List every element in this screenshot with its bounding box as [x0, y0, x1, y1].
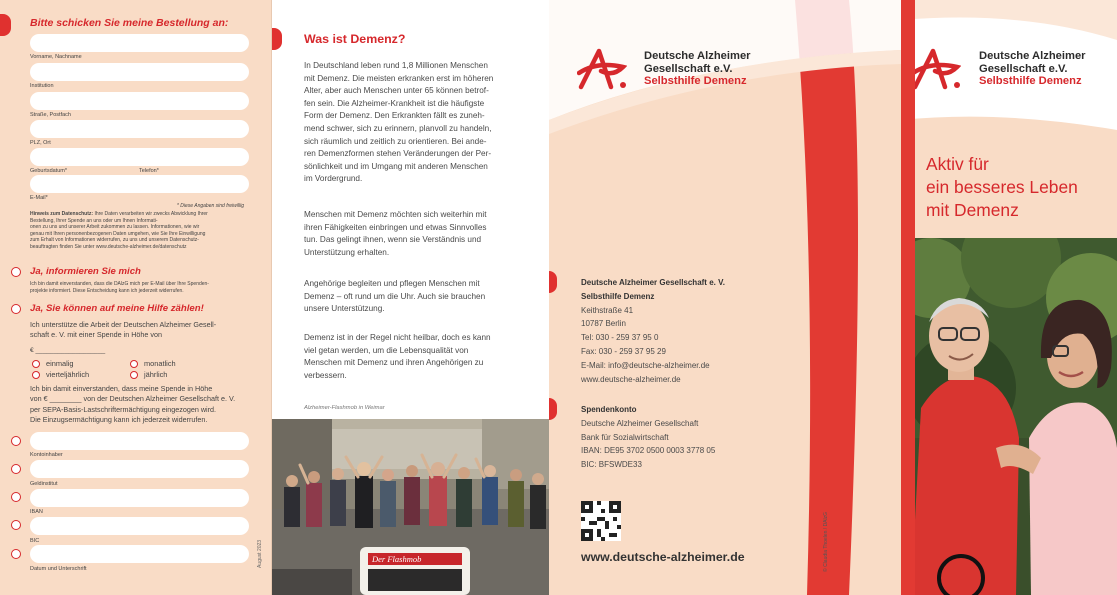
support-text: [30, 320, 255, 341]
account-line: Bank für Sozialwirtschaft: [581, 432, 669, 442]
text-line: sönlichkeit und im Umgang mit anderen Menschen: [304, 161, 488, 171]
account-title: Spendenkonto: [581, 405, 637, 414]
text-line: unsere Unterstützung.: [304, 304, 385, 314]
privacy-title: Hinweis zum Datenschutz:: [30, 211, 94, 217]
logo-line-1: Deutsche Alzheimer: [644, 50, 751, 62]
dementia-paragraph: [304, 278, 519, 316]
signature-field[interactable]: [30, 545, 249, 563]
text-line: tun. Das gelingt ihnen, wenn sie Verständnis und: [304, 235, 482, 245]
email-field[interactable]: [30, 175, 249, 193]
text-line: ihren Fähigkeiten einbringen und etwas Sinnvolles: [304, 222, 487, 232]
logo-wordmark: [644, 50, 751, 88]
option-yearly-radio[interactable]: [130, 371, 138, 379]
org-name: Deutsche Alzheimer Gesellschaft e. V.: [581, 278, 725, 287]
headline-line: ein besseres Leben: [926, 177, 1078, 197]
qr-code-icon[interactable]: [581, 501, 621, 541]
photo-credit: © Claudia Thoelen / DAlzG: [823, 511, 829, 572]
privacy-line: onen zu uns und unserer Arbeit zukommen zu lassen. Informationen, wie wir: [30, 224, 200, 231]
account-line: Deutsche Alzheimer Gesellschaft: [581, 418, 699, 428]
contact-address: [581, 276, 725, 386]
dementia-paragraph: [304, 60, 519, 186]
dementia-info-panel: [272, 0, 549, 595]
email-label: E-Mail*: [30, 195, 48, 201]
email-link[interactable]: E-Mail: info@deutsche-alzheimer.de: [581, 360, 710, 370]
form-marker: [11, 464, 21, 474]
photo-caption: Alzheimer-Flashmob in Weimar: [304, 405, 385, 411]
sepa-checkbox[interactable]: [11, 436, 21, 446]
text-line: In Deutschland leben rund 1,8 Millionen Menschen: [304, 61, 488, 70]
text-line: verbessern.: [304, 370, 347, 380]
text-line: mend schwer, sich zu erinnern, planvoll zu handeln,: [304, 123, 492, 133]
form-marker: [11, 492, 21, 502]
text-line: ren Demenzformen stehen Veränderungen der Per-: [304, 149, 492, 159]
text-line: Demenz – oft rund um die Uhr. Auch sie brauchen: [304, 291, 486, 301]
form-marker: [11, 520, 21, 530]
signature-label: Datum und Unterschrift: [30, 566, 87, 572]
order-form-title: Bitte schicken Sie meine Bestellung an:: [30, 17, 229, 29]
inform-line: projekte informiert. Diese Entscheidung kann ich jederzeit widerrufen.: [30, 287, 184, 294]
street-label: Straße, Postfach: [30, 112, 71, 118]
logo-wordmark: [979, 50, 1086, 88]
text-line: sich räumlich und zeitlich zu orientieren. Bei ande-: [304, 136, 487, 146]
dementia-title: Was ist Demenz?: [304, 32, 406, 46]
red-tab-marker: [272, 28, 282, 50]
city-label: PLZ, Ort: [30, 140, 51, 146]
birthdate-label: Geburtsdatum*: [30, 168, 67, 174]
sepa-line: Ich bin damit einverstanden, dass meine Spende in Höhe: [30, 384, 213, 393]
option-monthly-label: monatlich: [144, 359, 176, 368]
option-once-label: einmalig: [46, 359, 74, 368]
website-url[interactable]: www.deutsche-alzheimer.de: [581, 550, 745, 564]
text-line: Demenz ist in der Regel nicht heilbar, doch es kann: [304, 333, 491, 342]
text-line: mit Demenz. Die meisten erkranken erst im höheren: [304, 73, 494, 83]
bank-label: Geldinstitut: [30, 481, 58, 487]
inform-line: Ich bin damit einverstanden, dass die DAlzG mich per E-Mail über Ihre Spenden-: [30, 281, 209, 287]
privacy-line: beauftragten finden Sie unter www.deutsche-alzheimer.de/datenschutz: [30, 243, 187, 250]
website-link[interactable]: www.deutsche-alzheimer.de: [581, 374, 681, 384]
institution-label: Institution: [30, 83, 54, 89]
help-title: Ja, Sie können auf meine Hilfe zählen!: [30, 303, 204, 314]
text-line: Alter, aber auch Menschen unter 65 können betrof-: [304, 86, 489, 96]
street: Keithstraße 41: [581, 305, 634, 315]
text-line: Menschen mit Demenz möchten sich weiterhin mit: [304, 210, 487, 219]
account-line: BIC: BFSWDE33: [581, 460, 642, 470]
bic-field[interactable]: [30, 517, 249, 535]
cover-panel: [901, 0, 1117, 595]
form-marker: [11, 549, 21, 559]
text-line: Menschen mit Demenz und ihren Angehörigen zu: [304, 358, 484, 368]
privacy-notice: [30, 211, 250, 251]
logo-line-2: Gesellschaft e.V.: [979, 62, 1068, 75]
flashmob-illustration: [272, 419, 549, 595]
logo-line-2: Gesellschaft e.V.: [644, 62, 733, 75]
sepa-line: Die Einzugsermächtigung kann ich jederzeit widerrufen.: [30, 415, 208, 425]
couple-photo: [901, 238, 1117, 595]
headline-line: Aktiv für: [926, 154, 989, 174]
sepa-line: per SEPA-Basis-Lastschriftermächtigung eingezogen wird.: [30, 404, 217, 414]
text-line: Angehörige begleiten und pflegen Menschen mit: [304, 279, 480, 288]
institution-field[interactable]: [30, 63, 249, 81]
text-line: fen sein. Die Alzheimer-Krankheit ist die häufigste: [304, 98, 485, 108]
logo-line-1: Deutsche Alzheimer: [979, 50, 1086, 62]
alzheimer-logo-icon: [911, 47, 961, 91]
sepa-line: von € ________ von der Deutschen Alzheimer Gesellschaft e. V.: [30, 394, 236, 404]
account-line: IBAN: DE95 3702 0500 0003 3778 05: [581, 446, 716, 456]
decorative-sweep-edge: [901, 0, 915, 595]
text-line: Form der Demenz. Den Erkrankten fällt es zuneh-: [304, 111, 485, 121]
cover-headline: [926, 153, 1078, 222]
privacy-line: genau mit Ihren personenbezogenen Daten umgehen, wie Sie Ihre Einwilligung: [30, 230, 206, 237]
name-label: Vorname, Nachname: [30, 54, 82, 60]
amount-line: € ___________________: [30, 347, 106, 354]
contact-panel: [549, 0, 901, 595]
order-form-panel: [0, 0, 272, 595]
dementia-paragraph: [304, 332, 519, 382]
iban-field[interactable]: [30, 489, 249, 507]
text-line: im Vordergrund.: [304, 174, 363, 184]
print-date: August 2023: [257, 539, 263, 568]
text-line: viel getan werden, um die Lebensqualität von: [304, 345, 469, 355]
fax: Fax: 030 - 259 37 95 29: [581, 346, 666, 356]
phone: Tel: 030 - 259 37 95 0: [581, 333, 659, 343]
privacy-line: Ihre Daten verarbeiten wir zwecks Abwicklung Ihrer: [94, 211, 208, 217]
flashmob-photo: [272, 419, 549, 595]
birth-phone-field[interactable]: [30, 148, 249, 166]
bank-field[interactable]: [30, 460, 249, 478]
option-quarterly-radio[interactable]: [32, 371, 40, 379]
support-line: Ich unterstütze die Arbeit der Deutschen Alzheimer Gesell-: [30, 320, 217, 329]
text-line: Unterstützung erhalten.: [304, 247, 390, 257]
org-subname: Selbsthilfe Demenz: [581, 291, 655, 301]
option-monthly-radio[interactable]: [130, 360, 138, 368]
red-tab-marker: [0, 14, 11, 36]
alzheimer-logo-icon: [577, 47, 627, 91]
option-quarterly-label: vierteljährlich: [46, 370, 90, 379]
zip-city: 10787 Berlin: [581, 319, 626, 329]
help-checkbox[interactable]: [11, 304, 21, 314]
account-holder-field[interactable]: [30, 432, 249, 450]
headline-line: mit Demenz: [926, 200, 1019, 220]
account-holder-label: Kontoinhaber: [30, 452, 63, 458]
city-field[interactable]: [30, 120, 249, 138]
logo-line-3: Selbsthilfe Demenz: [979, 75, 1082, 88]
support-line: schaft e. V. mit einer Spende in Höhe von: [30, 330, 162, 340]
privacy-line: Bestellung, Ihrer Spende an uns oder um Ihnen Informati-: [30, 217, 158, 224]
street-field[interactable]: [30, 92, 249, 110]
required-note: * Diese Angaben sind freiwillig: [176, 203, 244, 209]
iban-label: IBAN: [30, 509, 43, 515]
option-once-radio[interactable]: [32, 360, 40, 368]
inform-me-text: [30, 281, 250, 294]
logo-line-3: Selbsthilfe Demenz: [644, 75, 747, 88]
name-field[interactable]: [30, 34, 249, 52]
inform-me-title: Ja, informieren Sie mich: [30, 266, 141, 277]
privacy-line: zum Erhalt von Informationen widerrufen, zu uns und unserem Datenschutz-: [30, 237, 199, 244]
inform-me-checkbox[interactable]: [11, 267, 21, 277]
dementia-paragraph: [304, 209, 519, 259]
phone-label: Telefon*: [139, 168, 159, 174]
bic-label: BIC: [30, 538, 40, 544]
sepa-text: [30, 384, 260, 426]
bank-account: [581, 403, 715, 472]
option-yearly-label: jährlich: [144, 370, 168, 379]
banner-text: Der Flashmob: [372, 554, 422, 564]
